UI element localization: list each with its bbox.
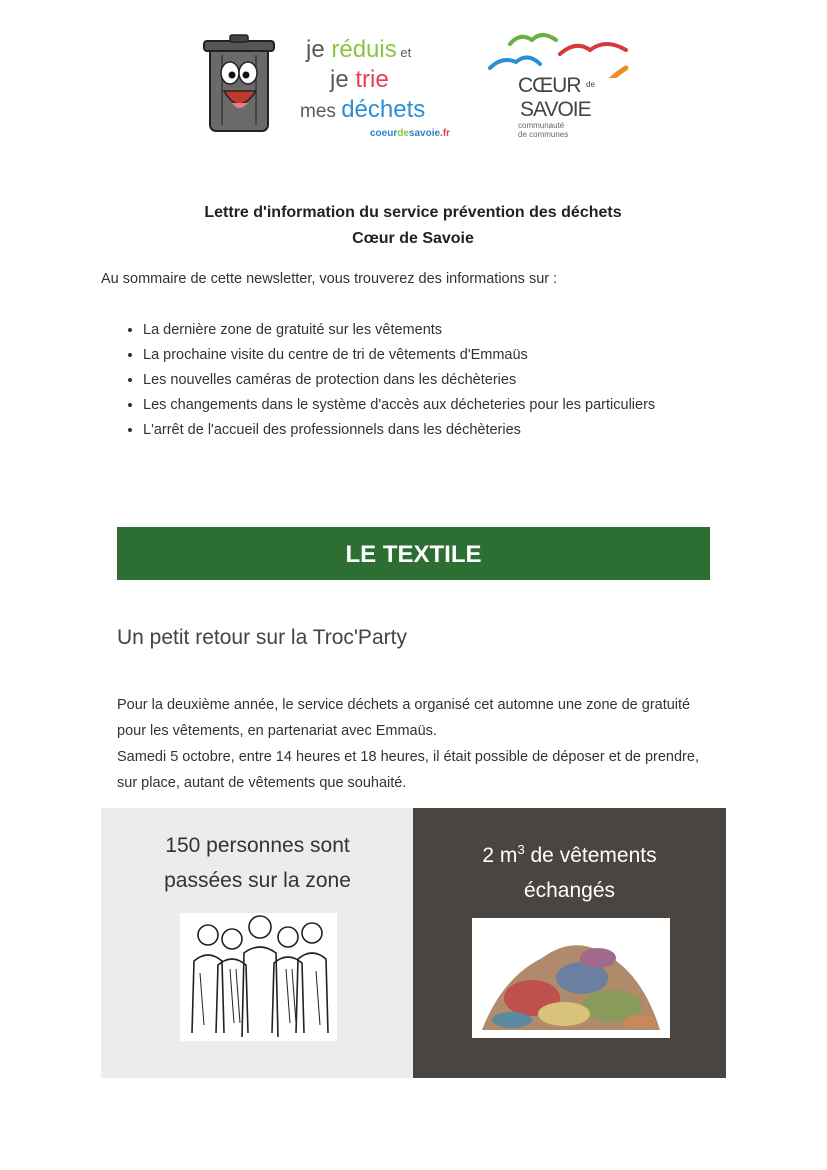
partner-logo-de: de: [586, 80, 595, 89]
list-item: • Les changements dans le système d'accès aux décheteries pour les particuliers: [143, 393, 703, 418]
section-title: Un petit retour sur la Troc'Party: [117, 626, 407, 649]
slogan-line-2: je trie: [330, 66, 389, 93]
slogan-logo: [300, 30, 480, 142]
clothes-pile-illustration: [472, 918, 670, 1038]
slogan-line-1: je réduis et: [306, 36, 412, 63]
stat-visitors-text: 150 personnes sont passées sur la zone: [164, 834, 351, 892]
list-item: • La dernière zone de gratuité sur les vêtements: [143, 318, 703, 343]
slogan-url: coeurdesavoie.fr: [370, 128, 451, 139]
summary-list: [101, 318, 703, 443]
list-item: • La prochaine visite du centre de tri de vêtements d'Emmaüs: [143, 343, 703, 368]
newsletter-title: Lettre d'information du service prévention des déchets Cœur de Savoie: [204, 204, 622, 247]
clothes-pile-icon: [472, 918, 670, 1038]
partner-logo-line-2: SAVOIE: [520, 98, 591, 121]
people-group-icon: [180, 913, 337, 1041]
intro-text: Au sommaire de cette newsletter, vous trouverez des informations sur :: [101, 271, 558, 287]
people-illustration: [180, 913, 337, 1041]
partner-logo-subtitle: communauté de communes: [518, 121, 569, 139]
birds-logo-icon: [488, 28, 630, 78]
list-item: • L'arrêt de l'accueil des professionnels dans les déchèteries: [143, 418, 703, 443]
section-banner: LE TEXTILE: [117, 527, 710, 580]
section-paragraph: Pour la deuxième année, le service déchets a organisé cet automne une zone de gratuité pour les vêtements, en partenariat avec Emmaüs. Samedi 5 octobre, entre 14 heures et 18 heures, il était possible de déposer et de prendre, sur place, autant de vêtements que souhaité.: [117, 697, 699, 791]
slogan-line-3: mes déchets: [300, 96, 426, 123]
partner-logo-line-1: CŒUR: [518, 74, 581, 97]
trash-bin-mascot-icon: [200, 33, 278, 133]
stat-volume-text: 2 $m^3$ de vêtements échangés: [482, 842, 657, 902]
list-item: • Les nouvelles caméras de protection dans les déchèteries: [143, 368, 703, 393]
coeur-de-savoie-logo: [488, 28, 630, 143]
